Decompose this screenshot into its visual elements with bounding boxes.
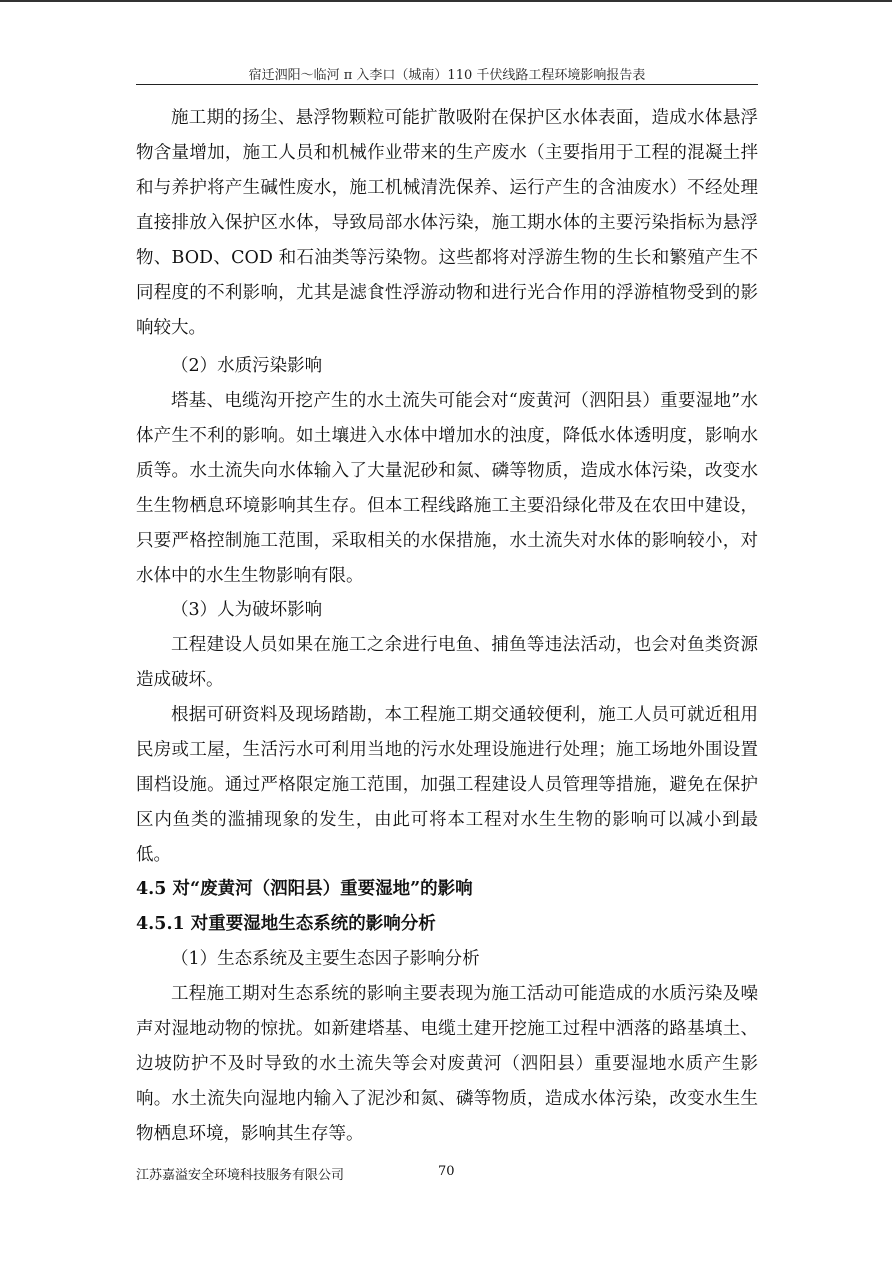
paragraph-illegal-fishing: 工程建设人员如果在施工之余进行电鱼、捕鱼等违法活动，也会对鱼类资源造成破坏。 bbox=[136, 635, 758, 690]
top-border bbox=[0, 0, 892, 2]
section-heading-4-5-1: 4.5.1 对重要湿地生态系统的影响分析 bbox=[136, 914, 436, 934]
paragraph-ecosystem-impact: 工程施工期对生态系统的影响主要表现为施工活动可能造成的水质污染及噪声对湿地动物的惊扰。如新建塔基、电缆土建开挖施工过程中洒落的路基填土、边坡防护不及时导致的水土流失等会对废黄河（泗阳县）重要湿地水质产生影响。水土流失向湿地内输入了泥沙和氮、磷等物质，造成水体污染，改变水生生物栖息环境，影响其生存等。 bbox=[136, 984, 758, 1144]
subheading-water-pollution: （2）水质污染影响 bbox=[171, 356, 323, 376]
page-header: 宿迁泗阳～临河 π 入李口（城南）110 千伏线路工程环境影响报告表 bbox=[248, 68, 646, 83]
paragraph-mitigation: 根据可研资料及现场踏勘，本工程施工期交通较便利，施工人员可就近租用民房或工屋，生活污水可利用当地的污水处理设施进行处理；施工场地外围设置围档设施。通过严格限定施工范围，加强工程建设人员管理等措施，避免在保护区内鱼类的滥捕现象的发生，由此可将本工程对水生生物的影响可以减小到最低。 bbox=[136, 705, 758, 865]
subheading-human-damage: （3）人为破坏影响 bbox=[171, 600, 323, 620]
header-rule bbox=[136, 84, 758, 85]
subheading-ecosystem-factors: （1）生态系统及主要生态因子影响分析 bbox=[171, 949, 480, 969]
paragraph-soil-erosion: 塔基、电缆沟开挖产生的水土流失可能会对“废黄河（泗阳县）重要湿地”水体产生不利的影响。如土壤进入水体中增加水的浊度，降低水体透明度，影响水质等。水土流失向水体输入了大量泥砂和氮、磷等物质，造成水体污染，改变水生生物栖息环境影响其生存。但本工程线路施工主要沿绿化带及在农田中建设，只要严格控制施工范围，采取相关的水保措施，水土流失对水体的影响较小，对水体中的水生生物影响有限。 bbox=[136, 391, 759, 586]
page-number: 70 bbox=[438, 1164, 455, 1179]
footer-company: 江苏嘉溢安全环境科技服务有限公司 bbox=[136, 1168, 345, 1183]
paragraph-suspended-matter: 施工期的扬尘、悬浮物颗粒可能扩散吸附在保护区水体表面，造成水体悬浮物含量增加，施工人员和机械作业带来的生产废水（主要指用于工程的混凝土拌和与养护将产生碱性废水，施工机械清洗保养、运行产生的含油废水）不经处理直接排放入保护区水体，导致局部水体污染，施工期水体的主要污染指标为悬浮物、BOD、COD 和石油类等污染物。这些都将对浮游生物的生长和繁殖产生不同程度的不利影响，尤其是滤食性浮游动物和进行光合作用的浮游植物受到的影响较大。 bbox=[136, 108, 758, 338]
section-heading-4-5: 4.5 对“废黄河（泗阳县）重要湿地”的影响 bbox=[136, 879, 473, 899]
